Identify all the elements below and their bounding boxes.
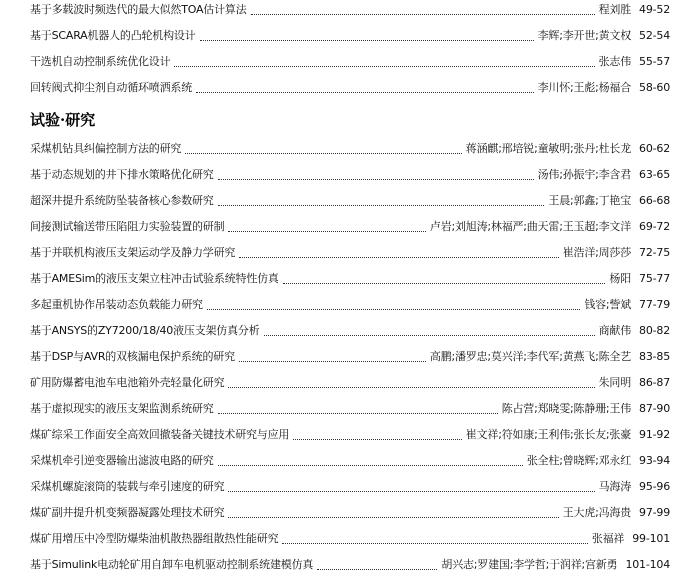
entry-title[interactable]: 基于并联机构液压支架运动学及静力学研究 [30,246,236,259]
entry-pages: 91-92 [639,428,670,441]
entry-pages: 58-60 [639,81,670,94]
entry-title[interactable]: 基于虚拟现实的液压支架监测系统研究 [30,402,214,415]
entry-title[interactable]: 基于DSP与AVR的双核漏电保护系统的研究 [30,350,235,363]
entry-authors: 商献伟 [598,324,632,337]
dot-leader [239,256,559,258]
entry-title[interactable]: 基于ANSYS的ZY7200/18/40液压支架仿真分析 [30,324,260,337]
dot-leader [317,568,437,570]
toc-entry[interactable] [30,531,670,547]
entry-title[interactable]: 回转阀式抑尘剂自动循环喷洒系统 [30,81,192,94]
entry-title[interactable]: 采煤机螺旋滚筒的装载与牵引速度的研究 [30,480,225,493]
entry-title[interactable]: 煤矿综采工作面安全高效回撤装备关键技术研究与应用 [30,428,290,441]
entry-pages: 95-96 [639,480,670,493]
dot-leader [264,334,595,336]
toc-entry[interactable] [30,401,670,417]
toc-entry[interactable] [30,80,670,96]
entry-title[interactable]: 煤矿用增压中冷型防爆柴油机散热器组散热性能研究 [30,532,279,545]
toc-entry[interactable] [30,271,670,287]
toc-entry[interactable] [30,427,670,443]
dot-leader [207,308,581,310]
entry-pages: 77-79 [639,298,670,311]
section-heading: 试验·研究 [30,111,96,129]
entry-pages: 93-94 [639,454,670,467]
entry-authors: 程刘胜 [598,3,632,16]
entry-pages: 66-68 [639,194,670,207]
dot-leader [200,39,534,41]
entry-pages: 83-85 [639,350,670,363]
dot-leader [251,13,595,15]
entry-authors: 张福祥 [591,532,625,545]
dot-leader [218,412,498,414]
entry-title[interactable]: 基于Simulink电动轮矿用自卸车电机驱动控制系统建模仿真 [30,558,314,571]
dot-leader [282,542,587,544]
entry-authors: 陈占营;郑晓雯;陈静珊;王伟 [501,402,632,415]
toc-entry[interactable] [30,297,670,313]
entry-authors: 李川怀;王彪;杨福合 [537,81,632,94]
entry-authors: 张全柱;曾晓辉;邓永红 [526,454,632,467]
dot-leader [218,178,534,180]
dot-leader [228,516,558,518]
dot-leader [174,65,594,67]
entry-authors: 朱同明 [598,376,632,389]
entry-title[interactable]: 采煤机牵引逆变器输出滤波电路的研究 [30,454,214,467]
entry-pages: 69-72 [639,220,670,233]
toc-entry[interactable] [30,453,670,469]
entry-authors: 胡兴志;罗建国;李学哲;于润祥;宫新勇 [441,558,618,571]
entry-authors: 杨阳 [609,272,632,285]
dot-leader [228,230,425,232]
toc-entry[interactable] [30,479,670,495]
entry-title[interactable]: 矿用防爆蓄电池车电池箱外壳轻量化研究 [30,376,225,389]
entry-title[interactable]: 基于AMESim的液压支架立柱冲击试验系统特性仿真 [30,272,279,285]
toc-entry[interactable] [30,219,670,235]
entry-pages: 87-90 [639,402,670,415]
entry-pages: 86-87 [639,376,670,389]
dot-leader [228,490,594,492]
entry-title[interactable]: 采煤机钻具纠偏控制方法的研究 [30,142,182,155]
entry-authors: 钱容;訾斌 [584,298,632,311]
entry-authors: 汤伟;孙振宇;李含君 [537,168,632,181]
entry-authors: 王晨;郭鑫;丁艳宝 [548,194,632,207]
dot-leader [239,360,426,362]
toc-entry[interactable] [30,141,670,157]
dot-leader [283,282,606,284]
entry-pages: 55-57 [639,55,670,68]
entry-authors: 王大虎;冯海贵 [562,506,632,519]
entry-pages: 49-52 [639,3,670,16]
entry-title[interactable]: 间接测试输送带压陷阻力实验装置的研制 [30,220,225,233]
toc-entry[interactable] [30,557,670,573]
toc-entry[interactable] [30,193,670,209]
entry-authors: 张志伟 [598,55,632,68]
dot-leader [218,204,545,206]
entry-authors: 李辉;李开世;黄文权 [537,29,632,42]
dot-leader [293,438,462,440]
entry-pages: 52-54 [639,29,670,42]
entry-pages: 75-77 [639,272,670,285]
entry-pages: 72-75 [639,246,670,259]
toc-entry[interactable] [30,2,670,18]
toc-entry[interactable] [30,167,670,183]
entry-title[interactable]: 基于多载波时频迭代的最大似然TOA估计算法 [30,3,247,16]
entry-pages: 63-65 [639,168,670,181]
entry-title[interactable]: 基于动态规划的井下排水策略优化研究 [30,168,214,181]
entry-authors: 崔浩洋;周莎莎 [562,246,632,259]
toc-entry[interactable] [30,323,670,339]
toc-entry[interactable] [30,245,670,261]
entry-authors: 卢岩;刘旭涛;林福严;曲天雷;王玉超;李文洋 [429,220,632,233]
dot-leader [185,152,462,154]
toc-entry[interactable] [30,375,670,391]
entry-title[interactable]: 煤矿副井提升机变频器凝露处理技术研究 [30,506,225,519]
entry-authors: 马海涛 [598,480,632,493]
dot-leader [228,386,594,388]
entry-title[interactable]: 超深井提升系统防坠装备核心参数研究 [30,194,214,207]
entry-title[interactable]: 基于SCARA机器人的凸轮机构设计 [30,29,196,42]
entry-pages: 99-101 [632,532,670,545]
entry-pages: 80-82 [639,324,670,337]
dot-leader [218,464,523,466]
entry-authors: 崔文祥;符如康;王利伟;张长友;张豪 [465,428,632,441]
entry-pages: 101-104 [625,558,670,571]
toc-entry[interactable] [30,28,670,44]
toc-entry[interactable] [30,505,670,521]
entry-pages: 97-99 [639,506,670,519]
entry-authors: 蒋涵麒;邢培锐;童敏明;张丹;杜长龙 [465,142,632,155]
entry-title[interactable]: 多起重机协作吊装动态负载能力研究 [30,298,203,311]
toc-entry[interactable] [30,54,670,70]
dot-leader [196,91,534,93]
toc-entry[interactable] [30,349,670,365]
entry-authors: 高鹏;潘罗忠;莫兴洋;李代军;黄燕飞;陈全艺 [429,350,632,363]
entry-title[interactable]: 干选机自动控制系统优化设计 [30,55,171,68]
entry-pages: 60-62 [639,142,670,155]
